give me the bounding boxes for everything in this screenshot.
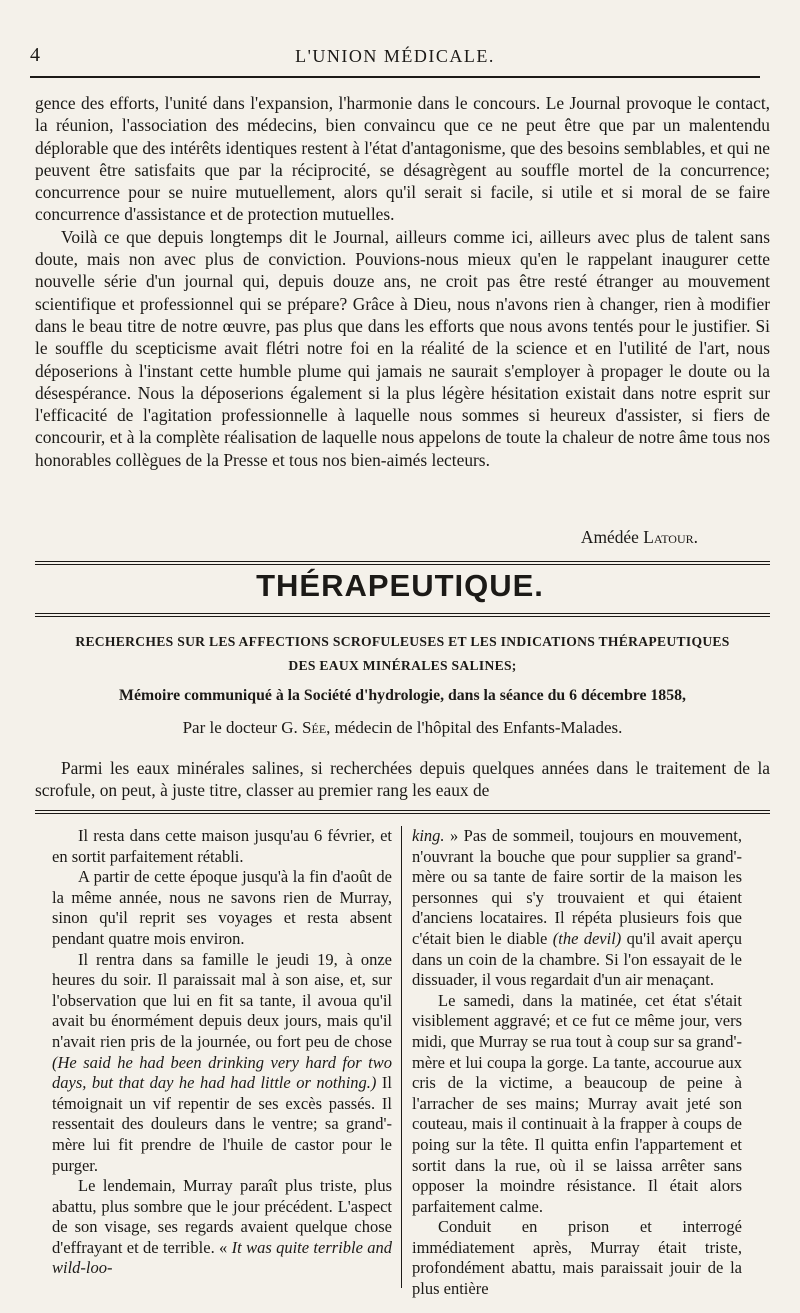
feuilleton-left-column	[52, 826, 392, 1279]
section-rule-top	[35, 561, 770, 565]
section-title: THÉRAPEUTIQUE.	[256, 568, 544, 603]
column-divider	[401, 826, 402, 1288]
feuilleton-left-p3-a: Il rentra dans sa famille le jeudi 19, à onze heures du soir. Il paraissait mal à son aise, et, sur l'observation que lui en fit sa tante, il avoua qu'il avait bu énormément depuis deux jours, mais qu'il n'avait rien pris de la journée, ou fort peu de chose	[52, 949, 392, 1051]
research-title-line-2: DES EAUX MINÉRALES SALINES;	[288, 658, 517, 673]
article-intro: Parmi les eaux minérales salines, si recherchées depuis quelques années dans le traitement de la scrofule, on peut, à juste titre, classer au premier rang les eaux de	[35, 758, 770, 801]
memoire-note: Mémoire communiqué à la Société d'hydrologie, dans la séance du 6 décembre 1858,	[119, 687, 686, 704]
signature-first-name: Amédée	[580, 527, 639, 547]
running-header	[30, 44, 760, 74]
feuilleton-left-p4-english: It was quite terrible and wild-loo-	[52, 1237, 392, 1278]
editorial-body	[35, 92, 770, 471]
author-line	[40, 718, 765, 738]
feuilleton-left-p4	[52, 1176, 392, 1279]
feuilleton-left-p4-a: Le lendemain, Murray paraît plus triste, plus abattu, plus sombre que le jour précédent. L'aspect de son visage, ses regards avaient quelque chose d'effrayant et de terrible. «	[52, 1176, 392, 1257]
research-title-line-1: RECHERCHES SUR LES AFFECTIONS SCROFULEUSES ET LES INDICATIONS THÉRAPEUTIQUES	[75, 634, 730, 649]
feuilleton-left-p2: A partir de cette époque jusqu'à la fin d'août de la même année, nous ne savons rien de Murray, sinon qu'il reprit ses voyages et resta absent pendant quatre mois environ.	[52, 867, 392, 948]
feuilleton-right-p3: Conduit en prison et interrogé immédiatement après, Murray était triste, profondément abattu, mais paraissait jouir de la plus entière	[412, 1217, 742, 1299]
feuilleton-right-column	[412, 826, 742, 1300]
header-rule	[30, 76, 760, 78]
feuilleton-left-p1: Il resta dans cette maison jusqu'au 6 février, et en sortit parfaitement rétabli.	[52, 826, 392, 866]
signature-last-name: Latour.	[643, 527, 698, 547]
author-name: Sée	[302, 718, 327, 737]
section-rule-bottom	[35, 613, 770, 617]
feuilleton-right-p1-b: qu'il avait aperçu dans un coin de la chambre. Si l'on essayait de le dissuader, il vous regardait d'un air menaçant.	[412, 928, 743, 990]
feuilleton-left-p3-b: Il témoignait un vif repentir de ses excès passés. Il ressentait des douleurs dans le ventre; sa grand'-mère lui fit prendre de l'huile de castor pour le purger.	[52, 1073, 392, 1175]
editorial-continuation: gence des efforts, l'unité dans l'expansion, l'harmonie dans le concours. Le Journal provoque le contact, la réunion, l'association des médecins, bien convaincu que ce ne peut être que par un malentendu déplorable que des intérêts identiques restent à l'état d'antagonisme, que des besoins semblables, et qui ne peuvent être satisfaits que par la réciprocité, se désagrègent au souffle mortel de la concurrence; concurrence pour se nuire mutuellement, alors qu'il serait si facile, si utile et si moral de se faire concurrence d'assistance et de protection mutuelles.	[35, 93, 770, 225]
feuilleton-right-p1-english: king.	[412, 826, 445, 845]
page-number: 4	[30, 44, 40, 66]
journal-title: L'UNION MÉDICALE.	[295, 46, 495, 66]
feuilleton-right-p1	[412, 826, 742, 991]
signature	[581, 527, 698, 548]
feuilleton-left-p3	[52, 950, 392, 1177]
editorial-paragraph: Voilà ce que depuis longtemps dit le Journal, ailleurs comme ici, ailleurs avec plus de talent sans doute, mais non avec plus de conviction. Pouvions-nous mieux qu'en le rappelant inaugurer cette nouvelle série d'un journal qui, depuis douze ans, ne croit pas être resté étranger au mouvement scientifique et professionnel qui se prépare? Grâce à Dieu, nous n'avons rien à changer, rien à modifier dans le beau titre de notre œuvre, pas plus que dans les efforts que nous avons tentés pour le justifier. Si le souffle du scepticisme avait flétri notre foi en la réalité de la science et en l'utilité de l'art, nous déposerions à l'instant cette humble plume qui jamais ne saurait s'employer à propager le doute ou la désespérance. Nous la déposerions également si la plus légère hésitation existait dans notre esprit sur l'efficacité de l'agitation professionnelle à laquelle nous sommes si heureux d'assister, si fiers de concourir, et à la complète réalisation de laquelle nous appelons de toute la chaleur de notre âme tous nos honorables collègues de la Presse et tous nos bien-aimés lecteurs.	[35, 226, 770, 470]
feuilleton-right-p1-devil: (the devil)	[552, 928, 622, 948]
feuilleton-right-p1-a: » Pas de sommeil, toujours en mouvement, n'ouvrant la bouche que pour supplier sa grand'-mère ou sa tante de faire sortir de la maison les personnes qui s'y trouvaient et qui étaient d'anciens locataires. Il répéta plusieurs fois que c'était bien le diable	[412, 826, 742, 948]
author-suffix: , médecin de l'hôpital des Enfants-Malades.	[326, 718, 623, 737]
feuilleton-right-p2: Le samedi, dans la matinée, cet état s'était visiblement aggravé; et ce fut ce même jour, vers midi, que Murray se rua tout à coup sur sa grand'-mère et lui coupa la gorge. La tante, accourue aux cris de la victime, a beaucoup de peine à l'arracher de ses mains; Murray avait jeté son couteau, mais il continuait à la frapper à coups de poing sur la tête. Il quitta enfin l'appartement et sortit dans la rue, où il se laissa arrêter sans opposer la moindre résistance. Il était alors parfaitement calme.	[412, 990, 742, 1216]
feuilleton-left-p3-english: (He said he had been drinking very hard for two days, but that day he had had little or nothing.)	[52, 1052, 392, 1093]
feuilleton-rule	[35, 810, 770, 814]
author-prefix: Par le docteur G.	[182, 718, 298, 737]
